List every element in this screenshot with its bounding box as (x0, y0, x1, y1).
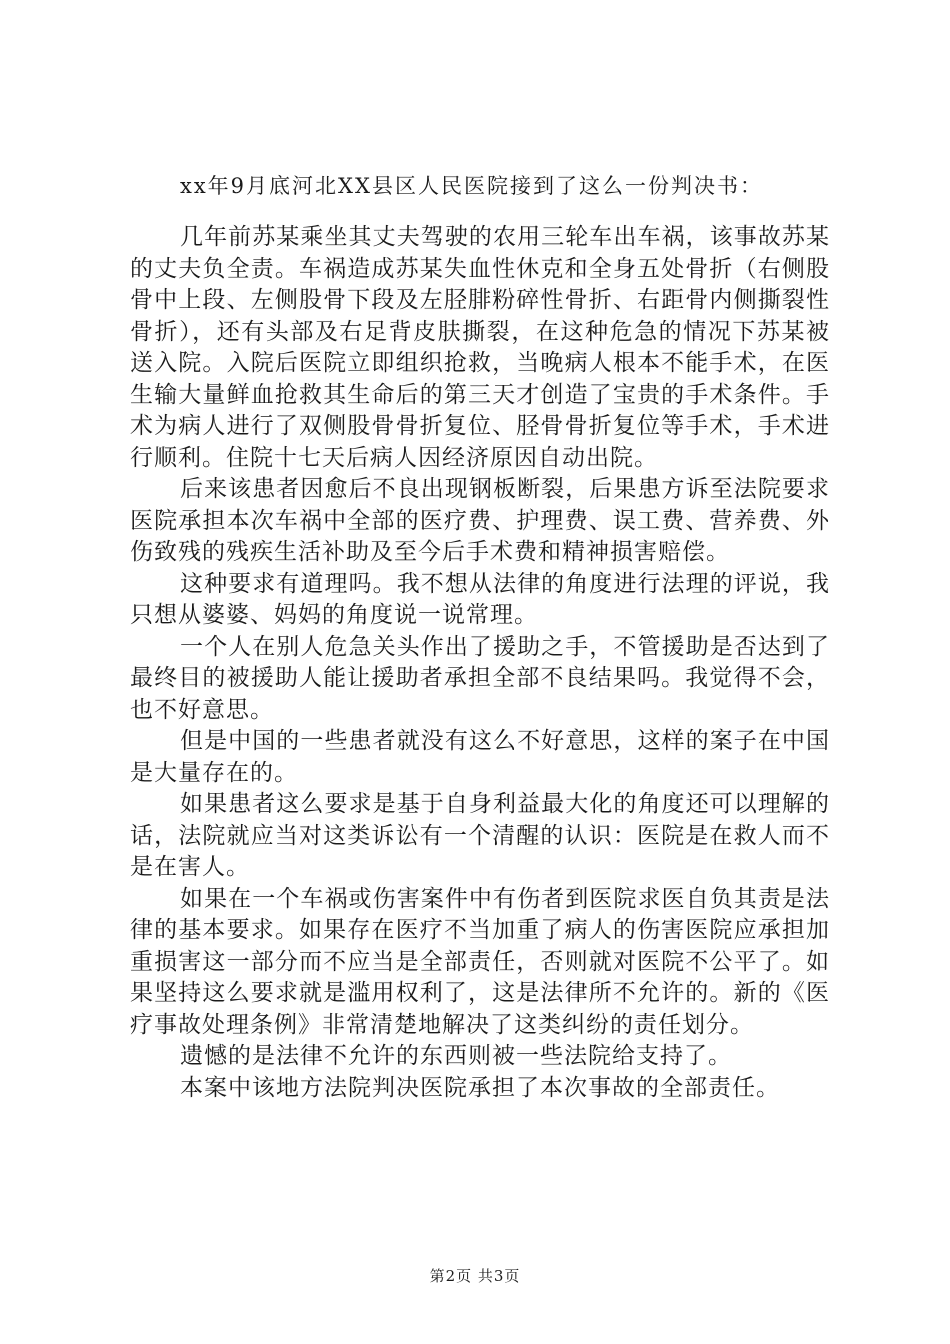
paragraph-3: 这种要求有道理吗。我不想从法律的角度进行法理的评说，我只想从婆婆、妈妈的角度说一说常理。 (130, 570, 830, 628)
document-heading: xx年9月底河北XX县区人民医院接到了这么一份判决书： (180, 174, 763, 198)
document-body (130, 170, 830, 1104)
paragraph-1: 几年前苏某乘坐其丈夫驾驶的农用三轮车出车祸，该事故苏某的丈夫负全责。车祸造成苏某失血性休克和全身五处骨折（右侧股骨中上段、左侧股骨下段及左胫腓粉碎性骨折、右距骨内侧撕裂性骨折），还有头部及右足背皮肤撕裂，在这种危急的情况下苏某被送入院。入院后医院立即组织抢救，当晚病人根本不能手术，在医生输大量鲜血抢救其生命后的第三天才创造了宝贵的手术条件。手术为病人进行了双侧股骨骨折复位、胫骨骨折复位等手术，手术进行顺利。住院十七天后病人因经济原因自动出院。 (130, 224, 830, 471)
paragraph-6: 如果患者这么要求是基于自身利益最大化的角度还可以理解的话，法院就应当对这类诉讼有一个清醒的认识：医院是在救人而不是在害人。 (130, 791, 830, 880)
paragraph-8: 遗憾的是法律不允许的东西则被一些法院给支持了。 (180, 1043, 732, 1069)
page-number-footer: 第2页 共3页 (429, 1267, 521, 1285)
paragraph-5: 但是中国的一些患者就没有这么不好意思，这样的案子在中国是大量存在的。 (130, 728, 830, 786)
paragraph-9: 本案中该地方法院判决医院承担了本次事故的全部责任。 (180, 1074, 780, 1101)
paragraph-2: 后来该患者因愈后不良出现钢板断裂，后果患方诉至法院要求医院承担本次车祸中全部的医疗费、护理费、误工费、营养费、外伤致残的残疾生活补助及至今后手术费和精神损害赔偿。 (130, 476, 830, 565)
paragraph-7: 如果在一个车祸或伤害案件中有伤者到医院求医自负其责是法律的基本要求。如果存在医疗不当加重了病人的伤害医院应承担加重损害这一部分而不应当是全部责任，否则就对医院不公平了。如果坚持这么要求就是滥用权利了，这是法律所不允许的。新的《医疗事故处理条例》非常清楚地解决了这类纠纷的责任划分。 (130, 885, 830, 1038)
paragraph-4: 一个人在别人危急关头作出了援助之手，不管援助是否达到了最终目的被援助人能让援助者承担全部不良结果吗。我觉得不会，也不好意思。 (130, 633, 830, 723)
